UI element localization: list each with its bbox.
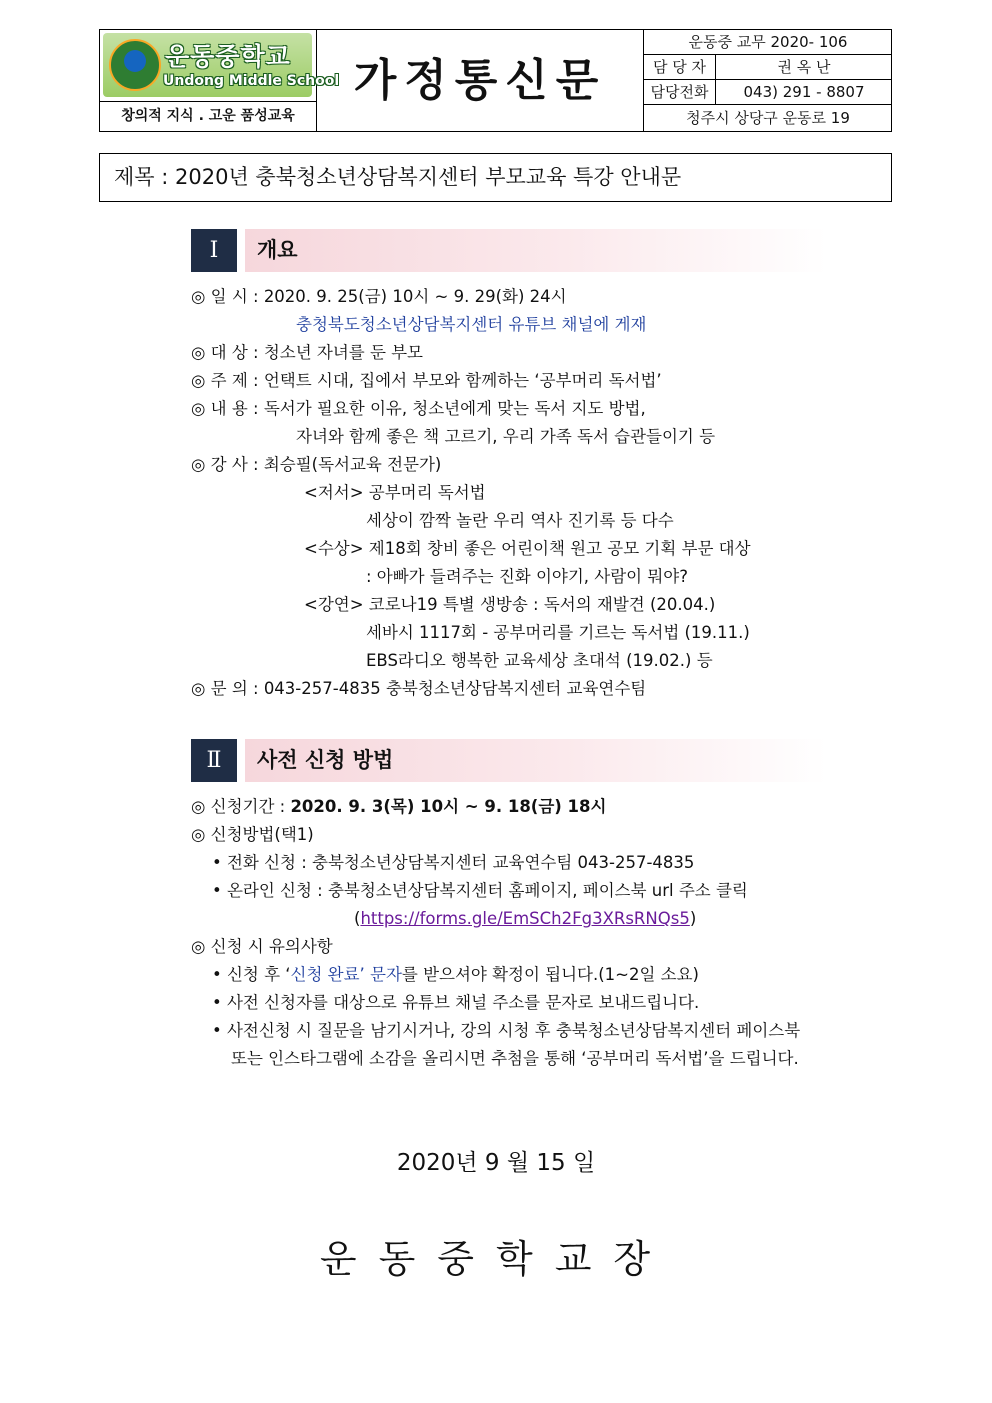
notes-title: ◎ 신청 시 유의사항 [191, 937, 333, 956]
note-3-cont: 또는 인스타그램에 소감을 올리시면 추첨을 통해 ‘공부머리 독서법’을 드립니다. [231, 1049, 799, 1068]
note-3: • 사전신청 시 질문을 남기시거나, 강의 시청 후 충북청소년상담복지센터 페이스북 [212, 1021, 801, 1040]
section-1-title: 개요 [257, 238, 298, 262]
lecturer-lecture: <강연> 코로나19 특별 생방송 : 독서의 재발견 (20.04.) [304, 595, 716, 614]
section-2-title: 사전 신청 방법 [257, 748, 394, 772]
phone-label: 담당전화 [644, 80, 716, 104]
overview-topic: ◎ 주 제 : 언택트 시대, 집에서 부모와 함께하는 ‘공부머리 독서법’ [191, 371, 662, 390]
logo-cell [100, 30, 340, 102]
principal-signature: 운동중학교장 [319, 1237, 673, 1281]
overview-contact: ◎ 문 의 : 043-257-4835 충북청소년상담복지센터 교육연수팀 [191, 679, 647, 698]
address: 청주시 상당구 운동로 19 [686, 109, 850, 127]
section-1-header [191, 229, 827, 272]
subject-box: 제목 : 2020년 충북청소년상담복지센터 부모교육 특강 안내문 [99, 153, 892, 202]
apply-method-title: ◎ 신청방법(택1) [191, 825, 314, 844]
apply-period-value: 2020. 9. 3(목) 10시 ~ 9. 18(금) 18시 [290, 797, 607, 816]
manager-row [644, 55, 892, 80]
apply-url-link[interactable]: https://forms.gle/EmSCh2Fg3XRsRNQs5 [360, 909, 690, 928]
phone-value: 043) 291 - 8807 [743, 83, 865, 101]
school-logo [103, 33, 340, 97]
doc-number: 운동중 교무 2020- 106 [644, 30, 892, 55]
school-emblem-icon [109, 39, 161, 91]
apply-online: • 온라인 신청 : 충북청소년상담복지센터 홈페이지, 페이스북 url 주소 클릭 [212, 881, 748, 900]
lecturer-award: <수상> 제18회 창비 좋은 어린이책 원고 공모 기획 부문 대상 [304, 539, 751, 558]
issue-date: 2020년 9 월 15 일 [396, 1150, 596, 1176]
manager-value: 권 옥 난 [777, 58, 831, 76]
lecturer-lecture-2: 세바시 1117회 - 공부머리를 기르는 독서법 (19.11.) [366, 623, 750, 642]
apply-period: ◎ 신청기간 : 2020. 9. 3(목) 10시 ~ 9. 18(금) 18시 [191, 797, 607, 816]
note-2: • 사전 신청자를 대상으로 유튜브 채널 주소를 문자로 보내드립니다. [212, 993, 700, 1012]
overview-date: ◎ 일 시 : 2020. 9. 25(금) 10시 ~ 9. 29(화) 24시 [191, 287, 567, 306]
overview-target: ◎ 대 상 : 청소년 자녀를 둔 부모 [191, 343, 423, 362]
overview-lecturer: ◎ 강 사 : 최승필(독서교육 전문가) [191, 455, 442, 474]
note-1: • 신청 후 ‘신청 완료’ 문자를 받으셔야 확정이 됩니다.(1~2일 소요) [212, 965, 699, 984]
apply-url-line: (https://forms.gle/EmSCh2Fg3XRsRNQs5) [354, 909, 697, 928]
lecturer-books: <저서> 공부머리 독서법 [304, 483, 486, 502]
section-2-header [191, 739, 827, 782]
phone-row [644, 80, 892, 105]
info-table [643, 30, 891, 131]
overview-content-2: 자녀와 함께 좋은 책 고르기, 우리 가족 독서 습관들이기 등 [296, 427, 716, 446]
overview-youtube: 충청북도청소년상담복지센터 유튜브 채널에 게재 [296, 315, 647, 334]
header-table [99, 29, 892, 132]
lecturer-award-2: : 아빠가 들려주는 진화 이야기, 사람이 뭐야? [366, 567, 688, 586]
lecturer-books-2: 세상이 깜짝 놀란 우리 역사 진기록 등 다수 [366, 511, 674, 530]
logo-school-name: 운동중학교 [165, 42, 291, 71]
document-title: 가정통신문 [353, 55, 607, 106]
overview-content: ◎ 내 용 : 독서가 필요한 이유, 청소년에게 맞는 독서 지도 방법, [191, 399, 646, 418]
manager-label: 담 당 자 [644, 55, 716, 79]
apply-phone: • 전화 신청 : 충북청소년상담복지센터 교육연수팀 043-257-4835 [212, 853, 695, 872]
section-2-number: Ⅱ [191, 739, 237, 782]
lecturer-lecture-3: EBS라디오 행복한 교육세상 초대석 (19.02.) 등 [366, 651, 713, 670]
logo-english-name: Undong Middle School [163, 73, 340, 89]
school-motto: 창의적 지식 . 고운 품성교육 [100, 102, 317, 131]
section-1-number: Ⅰ [191, 229, 237, 272]
